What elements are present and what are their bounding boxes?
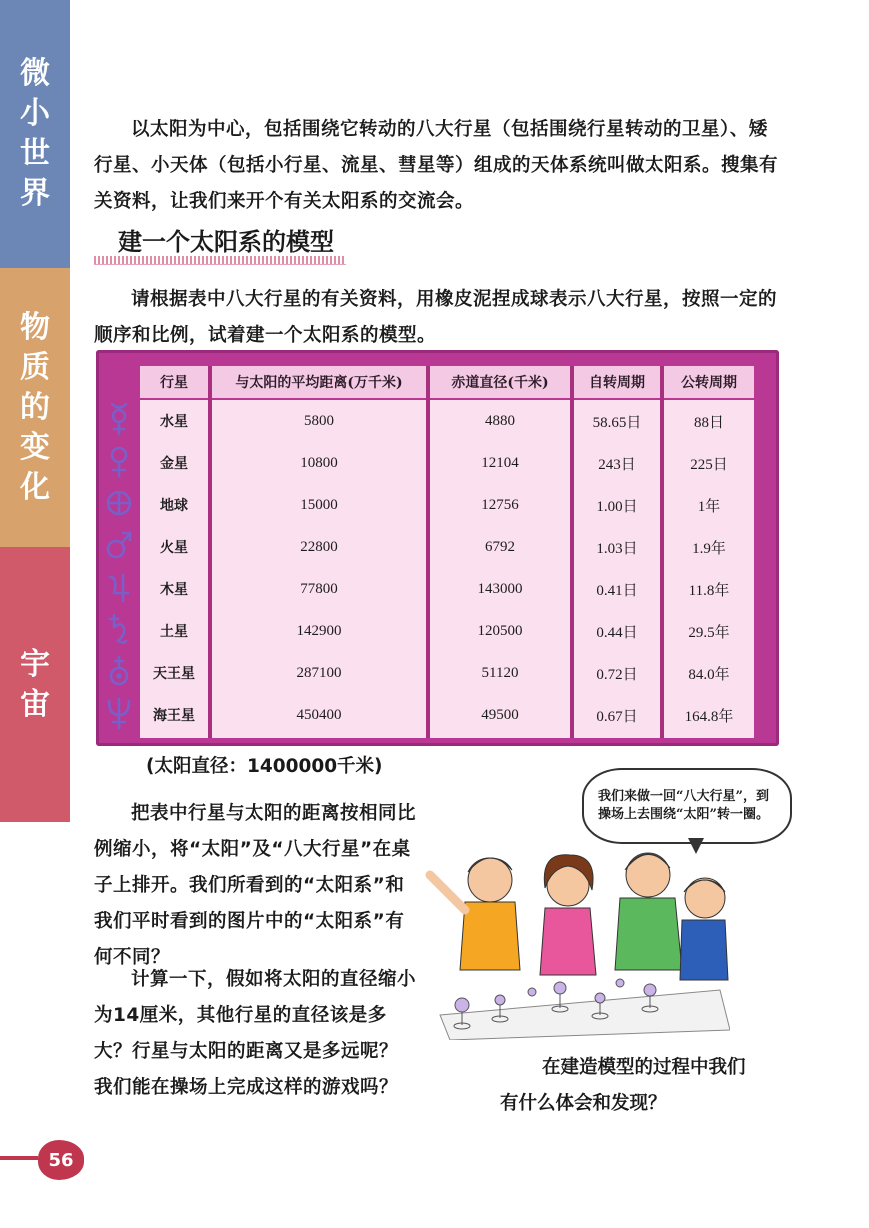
rotation-cell: 0.72日 <box>596 666 638 683</box>
tab-char: 微 <box>20 56 50 91</box>
column-diameter <box>430 366 570 738</box>
page-number-bar <box>0 1156 38 1160</box>
rotation-cell: 0.41日 <box>596 582 638 599</box>
mars-icon <box>100 524 138 566</box>
diameter-cell: 12104 <box>481 454 519 471</box>
revolution-cell: 164.8年 <box>684 708 734 725</box>
header-revolution: 公转周期 <box>664 366 754 400</box>
distance-cell: 287100 <box>296 664 342 681</box>
earth-icon <box>100 482 138 524</box>
distance-cell: 5800 <box>304 412 334 429</box>
mercury-icon <box>100 398 138 440</box>
tab-char: 物 <box>20 309 50 345</box>
tab-char: 的 <box>20 389 50 425</box>
planet-name: 水星 <box>160 414 188 430</box>
rotation-cell: 1.00日 <box>596 498 638 515</box>
children-illustration <box>420 840 730 1040</box>
uranus-icon <box>100 650 138 692</box>
speech-bubble <box>582 768 792 844</box>
revolution-cell: 1年 <box>697 498 721 515</box>
header-rotation: 自转周期 <box>574 366 660 400</box>
header-distance: 与太阳的平均距离(万千米) <box>212 366 426 400</box>
header-diameter: 赤道直径(千米) <box>430 366 570 400</box>
diameter-cell: 6792 <box>485 538 515 555</box>
planet-table <box>96 350 779 746</box>
distance-cell: 450400 <box>296 706 342 723</box>
planet-name: 土星 <box>160 624 188 640</box>
tab-char: 质 <box>20 349 50 385</box>
diameter-cell: 51120 <box>481 664 519 681</box>
jupiter-icon <box>100 566 138 608</box>
tab-char: 宙 <box>20 686 50 722</box>
column-distance <box>212 366 426 738</box>
diameter-cell: 49500 <box>481 706 519 723</box>
revolution-cell: 84.0年 <box>688 666 730 683</box>
diameter-cell: 4880 <box>485 412 515 429</box>
neptune-icon <box>100 692 138 734</box>
tab-char: 界 <box>20 176 50 211</box>
revolution-cell: 88日 <box>693 414 724 431</box>
title-underline <box>94 256 346 265</box>
caption-line-2: 有什么体会和发现？ <box>500 1093 667 1114</box>
side-tab-universe[interactable] <box>0 547 70 822</box>
planet-name: 金星 <box>160 456 188 472</box>
venus-icon <box>100 440 138 482</box>
planet-name: 火星 <box>160 540 188 556</box>
planet-name: 海王星 <box>153 708 195 724</box>
saturn-icon <box>100 608 138 650</box>
revolution-cell: 1.9年 <box>692 540 726 557</box>
distance-cell: 10800 <box>300 454 338 471</box>
planet-name: 木星 <box>160 582 188 598</box>
revolution-cell: 11.8年 <box>688 582 730 599</box>
rotation-cell: 0.67日 <box>596 708 638 725</box>
left-paragraph-2: 计算一下，假如将太阳的直径缩小为14厘米，其他行星的直径该是多大？行星与太阳的距离又是多远呢？我们能在操场上完成这样的游戏吗？ <box>94 969 417 1098</box>
diameter-cell: 120500 <box>477 622 523 639</box>
planet-name: 天王星 <box>153 666 195 682</box>
revolution-cell: 225日 <box>690 456 728 473</box>
left-paragraph-1: 把表中行星与太阳的距离按相同比例缩小，将“太阳”及“八大行星”在桌子上排开。我们所看到的“太阳系”和我们平时看到的图片中的“太阳系”有何不同？ <box>94 803 417 968</box>
intro-paragraph: 以太阳为中心，包括围绕它转动的八大行星（包括围绕行星转动的卫星）、矮行星、小天体（包括小行星、流星、彗星等）组成的天体系统叫做太阳系。搜集有关资料，让我们来开个有关太阳系的交流会。 <box>94 119 779 212</box>
rotation-cell: 1.03日 <box>596 540 638 557</box>
diameter-cell: 143000 <box>477 580 523 597</box>
tab-char: 变 <box>20 429 50 465</box>
planet-symbols <box>100 398 138 734</box>
header-planet: 行星 <box>140 366 208 400</box>
column-revolution <box>664 366 754 738</box>
rotation-cell: 0.44日 <box>596 624 638 641</box>
speech-bubble-text: 我们来做一回“八大行星”，到操场上去围绕“太阳”转一圈。 <box>598 789 769 822</box>
side-tab-micro-world[interactable] <box>0 0 70 268</box>
tab-char: 世 <box>20 136 50 171</box>
side-tab-matter-change[interactable] <box>0 268 70 547</box>
distance-cell: 142900 <box>296 622 342 639</box>
tab-char: 小 <box>20 96 50 131</box>
caption-line-1: 在建造模型的过程中我们 <box>542 1057 746 1078</box>
table-grid <box>140 366 754 738</box>
distance-cell: 77800 <box>300 580 338 597</box>
page-number: 56 <box>38 1140 84 1180</box>
column-rotation <box>574 366 660 738</box>
distance-cell: 22800 <box>300 538 338 555</box>
diameter-cell: 12756 <box>481 496 519 513</box>
rotation-cell: 243日 <box>598 456 636 473</box>
tab-char: 宇 <box>20 646 50 682</box>
sun-diameter-note: (太阳直径：1400000千米) <box>146 756 383 777</box>
revolution-cell: 29.5年 <box>688 624 730 641</box>
instruction-paragraph: 请根据表中八大行星的有关资料，用橡皮泥捏成球表示八大行星，按照一定的顺序和比例，试着建一个太阳系的模型。 <box>94 289 778 346</box>
tab-char: 化 <box>20 469 50 505</box>
column-planet <box>140 366 208 738</box>
distance-cell: 15000 <box>300 496 338 513</box>
section-title: 建一个太阳系的模型 <box>118 228 334 256</box>
planet-name: 地球 <box>160 498 188 514</box>
rotation-cell: 58.65日 <box>592 414 642 431</box>
